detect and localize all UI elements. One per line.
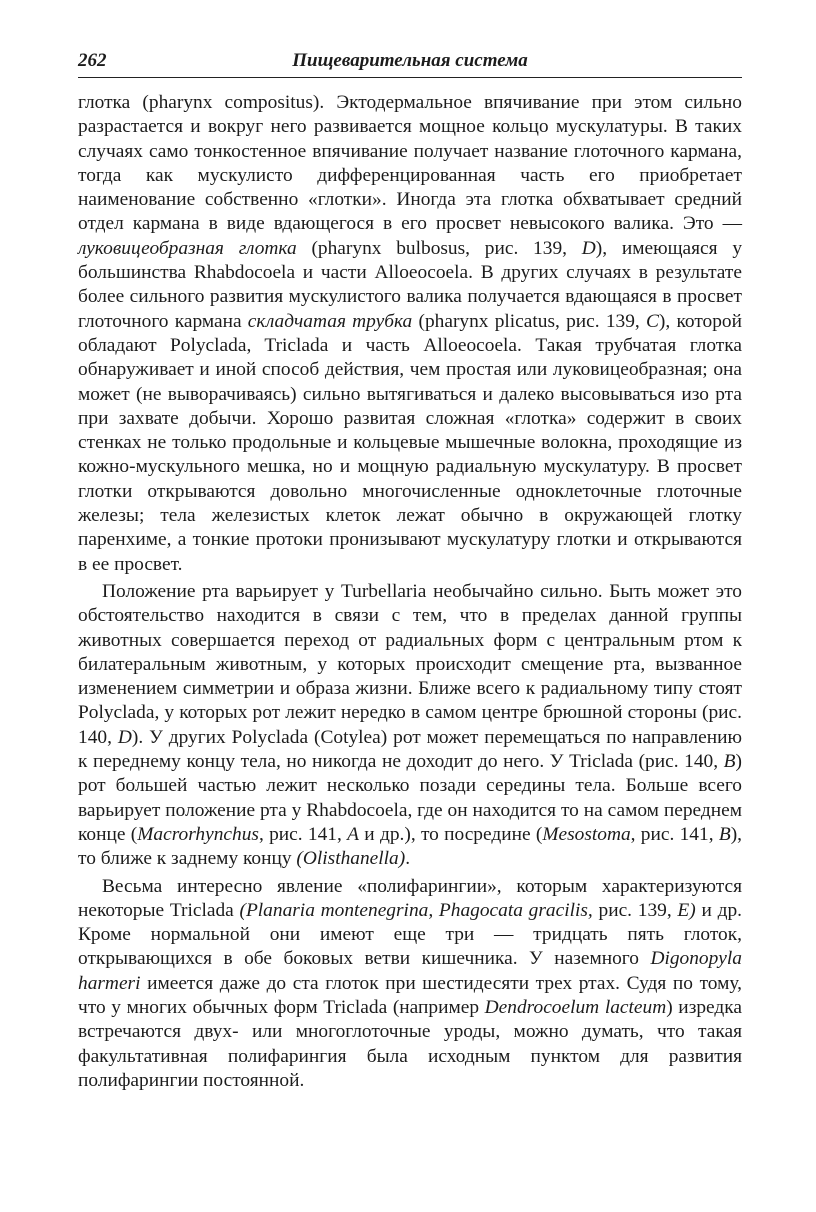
text-run: . (405, 848, 411, 870)
text-run: ). У других Polyclada (Cotylea) рот может перемещаться по направлению к переднему концу тела, но никогда не доходит до него. У Triclada (рис. 140, (78, 726, 743, 773)
italic-term: D (117, 726, 132, 748)
paragraph-pharynx-types (78, 91, 742, 577)
italic-term: Dendrocoelum lacteum (484, 996, 667, 1018)
text-run: ), то ближе к заднему концу (78, 823, 742, 870)
italic-term: Macrorhynchus (137, 823, 259, 845)
text-run: , рис. 141, (258, 823, 348, 845)
paragraph-polypharyngy (78, 875, 742, 1094)
running-title: Пищеварительная система (292, 50, 528, 71)
italic-term: складчатая трубка (247, 310, 413, 332)
text-run: (pharynx bulbosus, рис. 139, (296, 237, 582, 259)
page-number: 262 (78, 50, 107, 71)
italic-term: B (723, 751, 736, 773)
italic-term: E) (677, 899, 696, 921)
text-run: ) рот большей частью лежит несколько позади середины тела. Больше всего варьирует положение рта у Rhabdocoela, где он находится то на самом переднем конце ( (78, 751, 742, 845)
text-run: ) изредка встречаются двух- или многоглоточные уроды, можно думать, что такая факультативная полифарингия была исходным пунктом для развития полифарингии постоянной. (78, 996, 742, 1091)
book-page (78, 48, 742, 1093)
italic-term: (Olisthanella) (296, 848, 406, 870)
italic-term: Mesostoma (542, 823, 631, 845)
text-run: и др. Кроме нормальной они имеют еще три — тридцать пять глоток, открывающихся в обе боковых ветви кишечника. У наземного (78, 899, 742, 970)
paragraph-mouth-position (78, 580, 742, 872)
text-run: ), которой обладают Polyclada, Triclada и часть Alloeocoela. Такая трубчатая глотка обнаруживает и иной способ действия, чем простая или луковицеобразная; она может (не выворачиваясь) сильно вытягиваться и далеко высовываться изо рта при захвате добычи. Хорошо развитая сложная «глотка» содержит в своих стенках не только продольные и кольцевые мышечные волокна, проходящие из кожно-мускульного мешка, но и мощную радиальную мускулатуру. В просвет глотки открываются довольно многочисленные одноклеточные глоточные железы; тела железистых клеток лежат обычно в окружающей глотку паренхиме, а тонкие протоки пронизывают мускулатуру глотки и открываются в ее просвет. (78, 310, 743, 575)
italic-term: A (347, 823, 359, 845)
italic-term: луковицеобразная глотка (78, 237, 297, 259)
text-run: глотка (pharynx compositus). Эктодермальное впячивание при этом сильно разрастается и вокруг него развивается мощное кольцо мускулатуры. В таких случаях само тонкостенное впячивание получает название глоточного кармана, тогда как мускулисто дифференцированная часть его приобретает наименование собственно «глотки». Иногда эта глотка обхватывает средний отдел кармана в виде вдающегося в его просвет невысокого валика. Это — (78, 92, 742, 235)
text-run: и др.), то посредине ( (359, 823, 543, 845)
body-text (78, 91, 742, 1093)
italic-term: (Planaria montenegrina, Phagocata gracilis, (239, 899, 593, 921)
text-run: Положение рта варьирует у Turbellaria необычайно сильно. Быть может это обстоятельство находится в связи с тем, что в пределах данной группы животных совершается переход от радиальных форм с центральным ртом к билатеральным животным, у которых происходит смещение рта, вызванное изменением симметрии и образа жизни. Ближе всего к радиальному типу стоят Polyclada, у которых рот лежит нередко в самом центре брюшной стороны (рис. 140, (78, 580, 742, 748)
page-header (78, 48, 742, 76)
italic-term: B (718, 823, 731, 845)
text-run: ), имеющаяся у большинства Rhabdocoela и части Alloeocoela. В других случаях в результате более сильного развития мускулистого валика получается вдающаяся в просвет глоточного кармана (78, 237, 743, 332)
italic-term: Digonopyla harmeri (78, 948, 742, 994)
header-rule (78, 77, 742, 78)
text-run: имеется даже до ста глоток при шестидесяти трех ртах. Судя по тому, что у многих обычных форм Triclada (например (78, 972, 742, 1018)
text-run: Весьма интересно явление «полифарингии», которым характеризуются некоторые Triclada (78, 875, 742, 921)
italic-term: D (581, 237, 596, 259)
text-run: , рис. 141, (630, 823, 719, 845)
text-run: (pharynx plicatus, рис. 139, (412, 310, 646, 332)
italic-term: C (645, 310, 659, 332)
text-run: рис. 139, (592, 899, 678, 921)
